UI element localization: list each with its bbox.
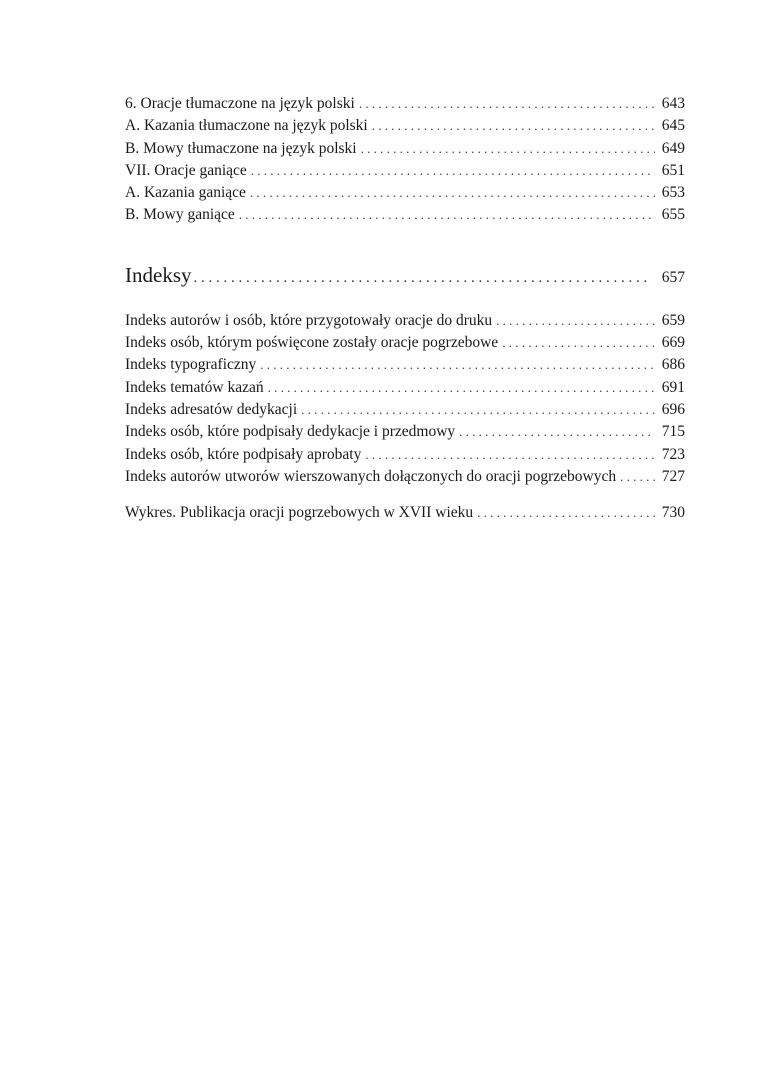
- toc-entry-label: B. Mowy ganiące: [125, 206, 235, 224]
- toc-entry-page: 649: [661, 139, 685, 157]
- toc-entry-page: 686: [661, 356, 685, 374]
- toc-entry: [125, 444, 685, 466]
- toc-entry: [125, 421, 685, 443]
- dot-leader: [194, 270, 652, 287]
- toc-entry-label: Indeks tematów kazań: [125, 378, 264, 396]
- dot-leader: [502, 332, 655, 354]
- toc-entry-page: 696: [661, 400, 685, 418]
- toc-entry: [125, 466, 685, 488]
- section-heading-page: 657: [661, 268, 685, 286]
- table-of-contents: [125, 93, 685, 524]
- dot-leader: [260, 354, 655, 376]
- toc-entry: [125, 310, 685, 332]
- toc-entry-label: Indeks autorów i osób, które przygotowały oracje do druku: [125, 311, 493, 329]
- dot-leader: [250, 182, 655, 204]
- toc-entry-label: VII. Oracje ganiące: [125, 161, 247, 179]
- toc-entry-page: 691: [661, 378, 685, 396]
- toc-entry: [125, 332, 685, 354]
- toc-entry-page: 645: [661, 117, 685, 135]
- toc-entry-label: Indeks osób, które podpisały dedykacje i przedmowy: [125, 423, 456, 441]
- toc-entry-label: Indeks adresatów dedykacji: [125, 400, 298, 418]
- toc-entry-label: Wykres. Publikacja oracji pogrzebowych w XVII wieku: [125, 504, 474, 522]
- toc-entry-page: 651: [661, 161, 685, 179]
- toc-entry: [125, 182, 685, 204]
- toc-entry-page: 659: [661, 311, 685, 329]
- toc-entry-label: A. Kazania ganiące: [125, 184, 246, 202]
- toc-entry-label: Indeks typograficzny: [125, 356, 257, 374]
- toc-entry-page: 730: [661, 504, 685, 522]
- dot-leader: [251, 160, 655, 182]
- toc-entry-page: 723: [661, 445, 685, 463]
- dot-leader: [459, 421, 655, 443]
- toc-entry-page: 727: [661, 467, 685, 485]
- toc-entry-page: 643: [661, 95, 685, 112]
- toc-entry-chart: [125, 502, 685, 524]
- toc-entry-label: Indeks osób, którym poświęcone zostały oracje pogrzebowe: [125, 334, 499, 352]
- dot-leader: [361, 138, 655, 160]
- toc-entry: [125, 204, 685, 226]
- spacer: [125, 488, 685, 502]
- toc-entry: [125, 377, 685, 399]
- toc-entry-label: 6. Oracje tłumaczone na język polski: [125, 95, 355, 112]
- dot-leader: [239, 204, 655, 226]
- toc-entry-label: Indeks autorów utworów wierszowanych dołączonych do oracji pogrzebowych: [125, 467, 617, 485]
- dot-leader: [301, 399, 655, 421]
- toc-entry: [125, 138, 685, 160]
- dot-leader: [496, 310, 655, 332]
- toc-entry-page: 653: [661, 184, 685, 202]
- dot-leader: [268, 377, 655, 399]
- toc-entry-page: 655: [661, 206, 685, 224]
- dot-leader: [365, 444, 655, 466]
- toc-entry-page: 669: [661, 334, 685, 352]
- toc-entry: [125, 93, 685, 115]
- toc-entry-label: Indeks osób, które podpisały aprobaty: [125, 445, 362, 463]
- toc-entry-label: A. Kazania tłumaczone na język polski: [125, 117, 368, 135]
- toc-entry: [125, 399, 685, 421]
- toc-entry: [125, 115, 685, 137]
- dot-leader: [477, 502, 655, 524]
- section-heading-label: Indeksy: [125, 262, 192, 287]
- dot-leader: [620, 466, 655, 488]
- toc-section-heading: [125, 263, 685, 291]
- dot-leader: [372, 115, 655, 137]
- toc-entry: [125, 160, 685, 182]
- toc-entry-page: 715: [661, 423, 685, 441]
- toc-entry: [125, 354, 685, 376]
- toc-entry-label: B. Mowy tłumaczone na język polski: [125, 139, 357, 157]
- dot-leader: [359, 93, 655, 115]
